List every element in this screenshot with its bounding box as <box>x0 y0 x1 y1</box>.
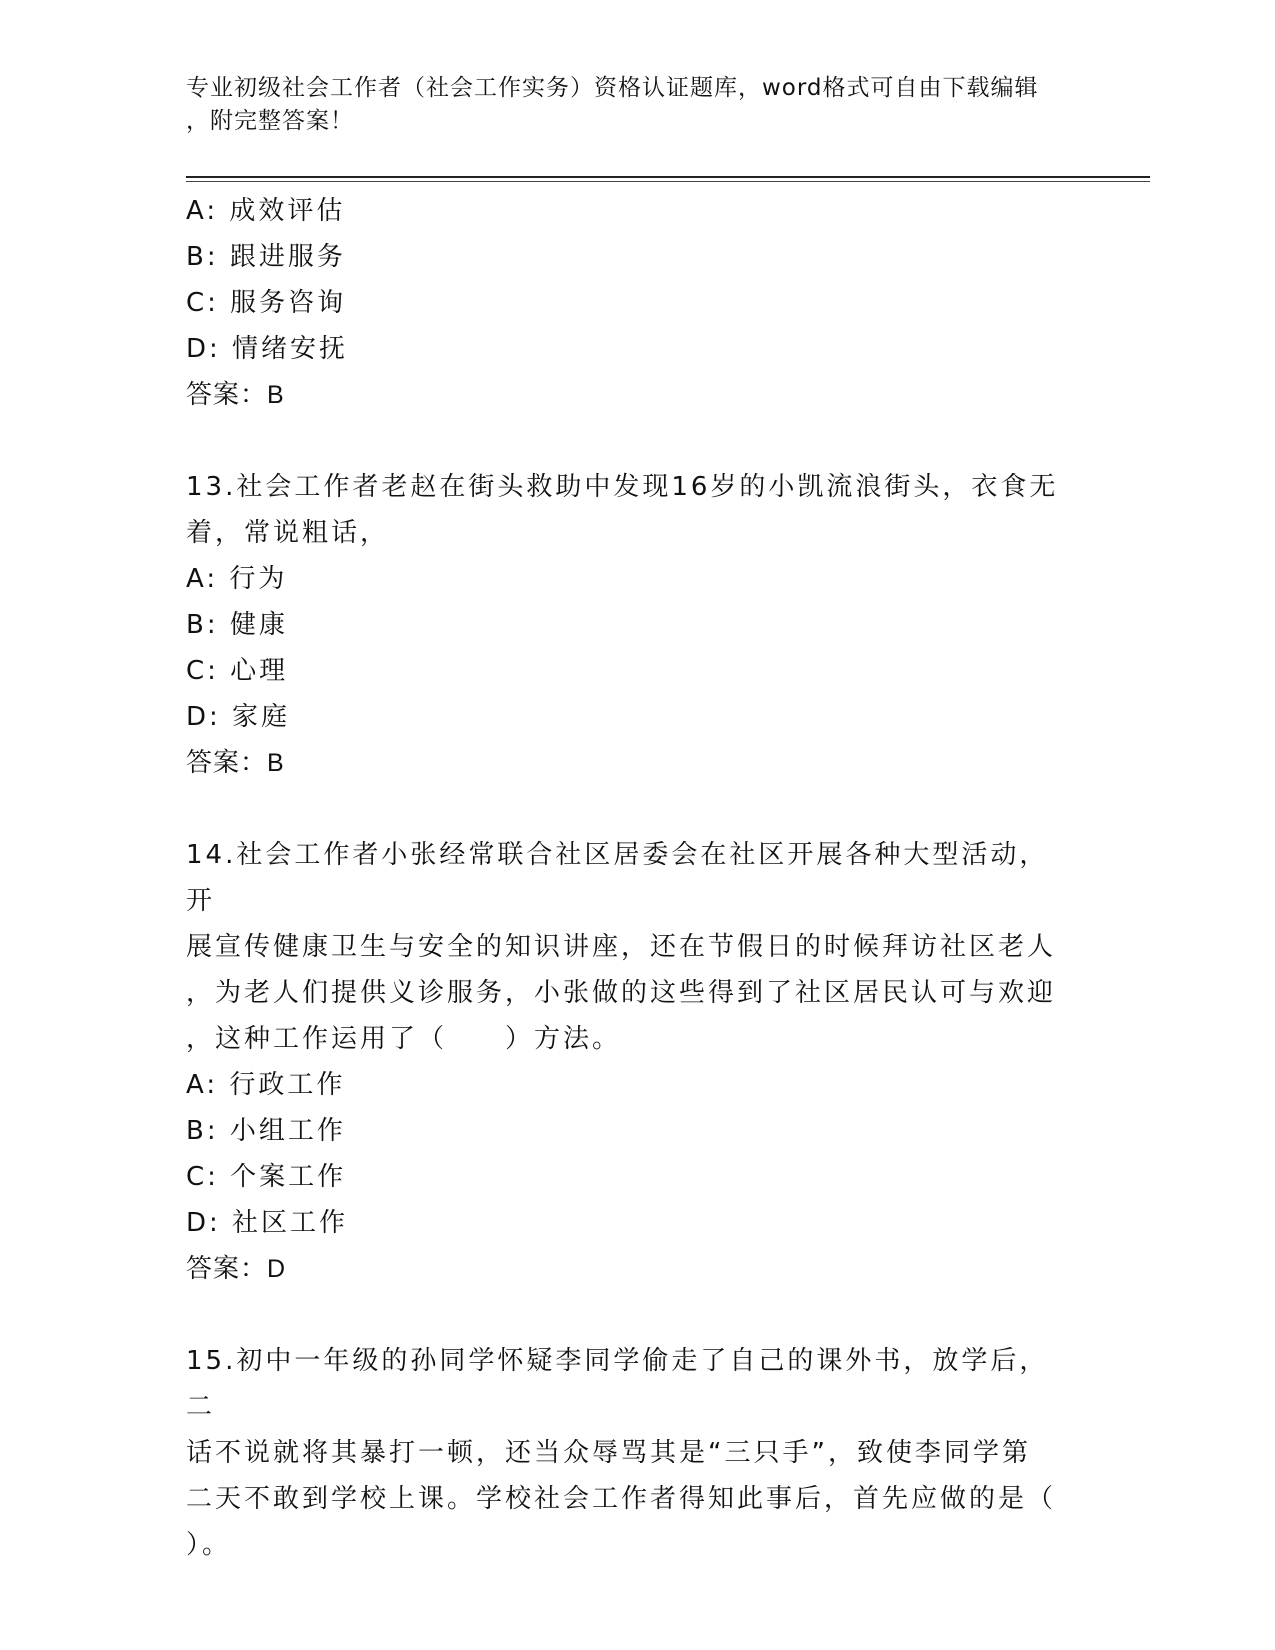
question-14 <box>186 832 1076 1292</box>
spacer <box>186 418 1076 464</box>
question-stem-line: ）。 <box>186 1530 232 1560</box>
question-stem-line: 13.社会工作者老赵在街头救助中发现16岁的小凯流浪街头，衣食无 <box>186 472 1059 502</box>
question-stem-line: 二天不敢到学校上课。学校社会工作者得知此事后，首先应做的是（ <box>186 1484 1057 1514</box>
answer-value: B <box>267 381 285 409</box>
option-a: A: 行为 <box>186 564 288 594</box>
option-d: D: 家庭 <box>186 702 291 732</box>
question-stem-line: 15.初中一年级的孙同学怀疑李同学偷走了自己的课外书，放学后，二 <box>186 1346 1049 1422</box>
header-title-line2: ，附完整答案！ <box>186 108 354 134</box>
option-a: A: 成效评估 <box>186 196 346 226</box>
option-c: C: 个案工作 <box>186 1162 347 1192</box>
answer-value: D <box>267 1255 287 1283</box>
spacer <box>186 786 1076 832</box>
question-13 <box>186 464 1076 786</box>
question-stem-line: 14.社会工作者小张经常联合社区居委会在社区开展各种大型活动，开 <box>186 840 1049 916</box>
option-b: B: 健康 <box>186 610 288 640</box>
answer-label: 答案： <box>186 380 268 410</box>
answer-value: B <box>267 749 285 777</box>
option-d: D: 社区工作 <box>186 1208 349 1238</box>
question-list <box>186 188 1076 1568</box>
option-b: B: 小组工作 <box>186 1116 346 1146</box>
question-12 <box>186 188 1076 418</box>
question-stem-line: 着，常说粗话， <box>186 518 390 548</box>
answer-line <box>186 740 1076 786</box>
document-header <box>186 72 1076 138</box>
answer-label: 答案： <box>186 748 268 778</box>
option-c: C: 服务咨询 <box>186 288 347 318</box>
option-c: C: 心理 <box>186 656 289 686</box>
question-stem-line: ，这种工作运用了（ ）方法。 <box>186 1024 622 1054</box>
header-divider-thin <box>186 181 1150 182</box>
question-stem-line: 展宣传健康卫生与安全的知识讲座，还在节假日的时候拜访社区老人 <box>186 932 1057 962</box>
option-b: B: 跟进服务 <box>186 242 346 272</box>
answer-label: 答案： <box>186 1254 268 1284</box>
answer-line <box>186 372 1076 418</box>
question-stem-line: ，为老人们提供义诊服务，小张做的这些得到了社区居民认可与欢迎 <box>186 978 1057 1008</box>
option-a: A: 行政工作 <box>186 1070 346 1100</box>
header-divider-thick <box>186 176 1150 178</box>
header-title-line1: 专业初级社会工作者（社会工作实务）资格认证题库，word格式可自由下载编辑 <box>186 75 1039 101</box>
spacer <box>186 1292 1076 1338</box>
answer-line <box>186 1246 1076 1292</box>
option-d: D: 情绪安抚 <box>186 334 349 364</box>
question-stem-line: 话不说就将其暴打一顿，还当众辱骂其是“三只手”，致使李同学第 <box>186 1438 1031 1468</box>
question-15 <box>186 1338 1076 1568</box>
